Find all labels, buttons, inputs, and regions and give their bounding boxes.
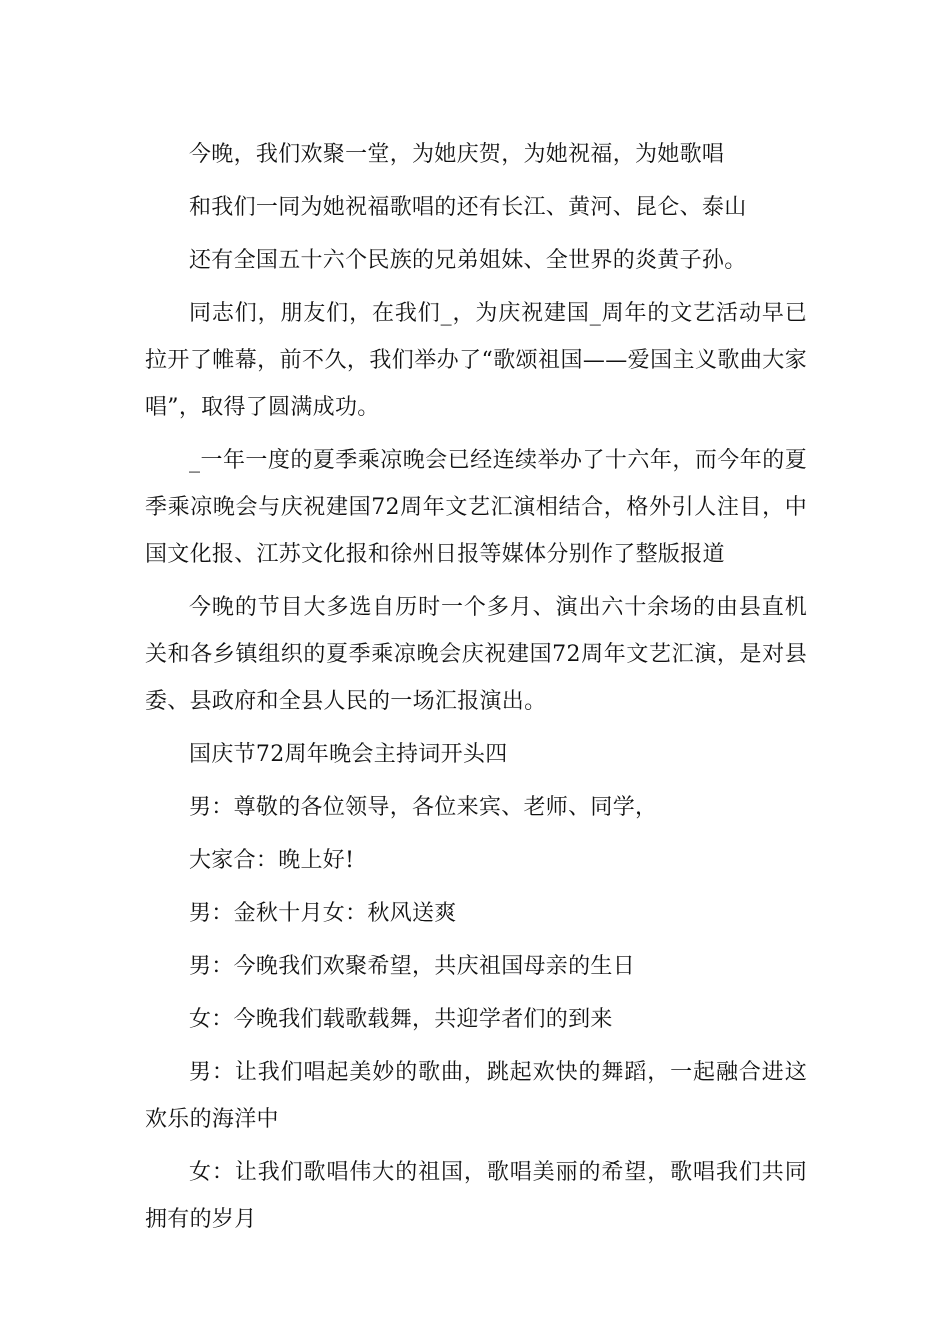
paragraph: 和我们一同为她祝福歌唱的还有长江、黄河、昆仑、泰山: [189, 195, 747, 220]
dialogue-line: 男：尊敬的各位领导，各位来宾、老师、同学，: [189, 795, 658, 820]
section-heading: 国庆节72周年晚会主持词开头四: [189, 742, 508, 767]
paragraph: _一年一度的夏季乘凉晚会已经连续举办了十六年，而今年的夏季乘凉晚会与庆祝建国72周年文艺汇演相结合，格外引人注目，中国文化报、江苏文化报和徐州日报等媒体分别作了整版报道: [145, 448, 807, 567]
dialogue-line: 女：让我们歌唱伟大的祖国，歌唱美丽的希望，歌唱我们共同拥有的岁月: [145, 1160, 807, 1232]
document-body: [145, 131, 807, 1249]
dialogue-line: 男：让我们唱起美妙的歌曲，跳起欢快的舞蹈，一起融合进这欢乐的海洋中: [145, 1060, 807, 1132]
paragraph: 今晚的节目大多选自历时一个多月、演出六十余场的由县直机关和各乡镇组织的夏季乘凉晚会庆祝建国72周年文艺汇演，是对县委、县政府和全县人民的一场汇报演出。: [145, 595, 807, 714]
paragraph: 同志们，朋友们，在我们_，为庆祝建国_周年的文艺活动早已拉开了帷幕，前不久，我们举办了“歌颂祖国——爱国主义歌曲大家唱”，取得了圆满成功。: [145, 301, 807, 420]
paragraph: 今晚，我们欢聚一堂，为她庆贺，为她祝福，为她歌唱: [189, 142, 725, 167]
dialogue-line: 男：金秋十月女：秋风送爽: [189, 901, 457, 926]
dialogue-line: 女：今晚我们载歌载舞，共迎学者们的到来: [189, 1007, 613, 1032]
paragraph: 还有全国五十六个民族的兄弟姐妹、全世界的炎黄子孙。: [189, 248, 747, 273]
dialogue-line: 男：今晚我们欢聚希望，共庆祖国母亲的生日: [189, 954, 636, 979]
dialogue-line: 大家合：晚上好!: [189, 848, 355, 873]
